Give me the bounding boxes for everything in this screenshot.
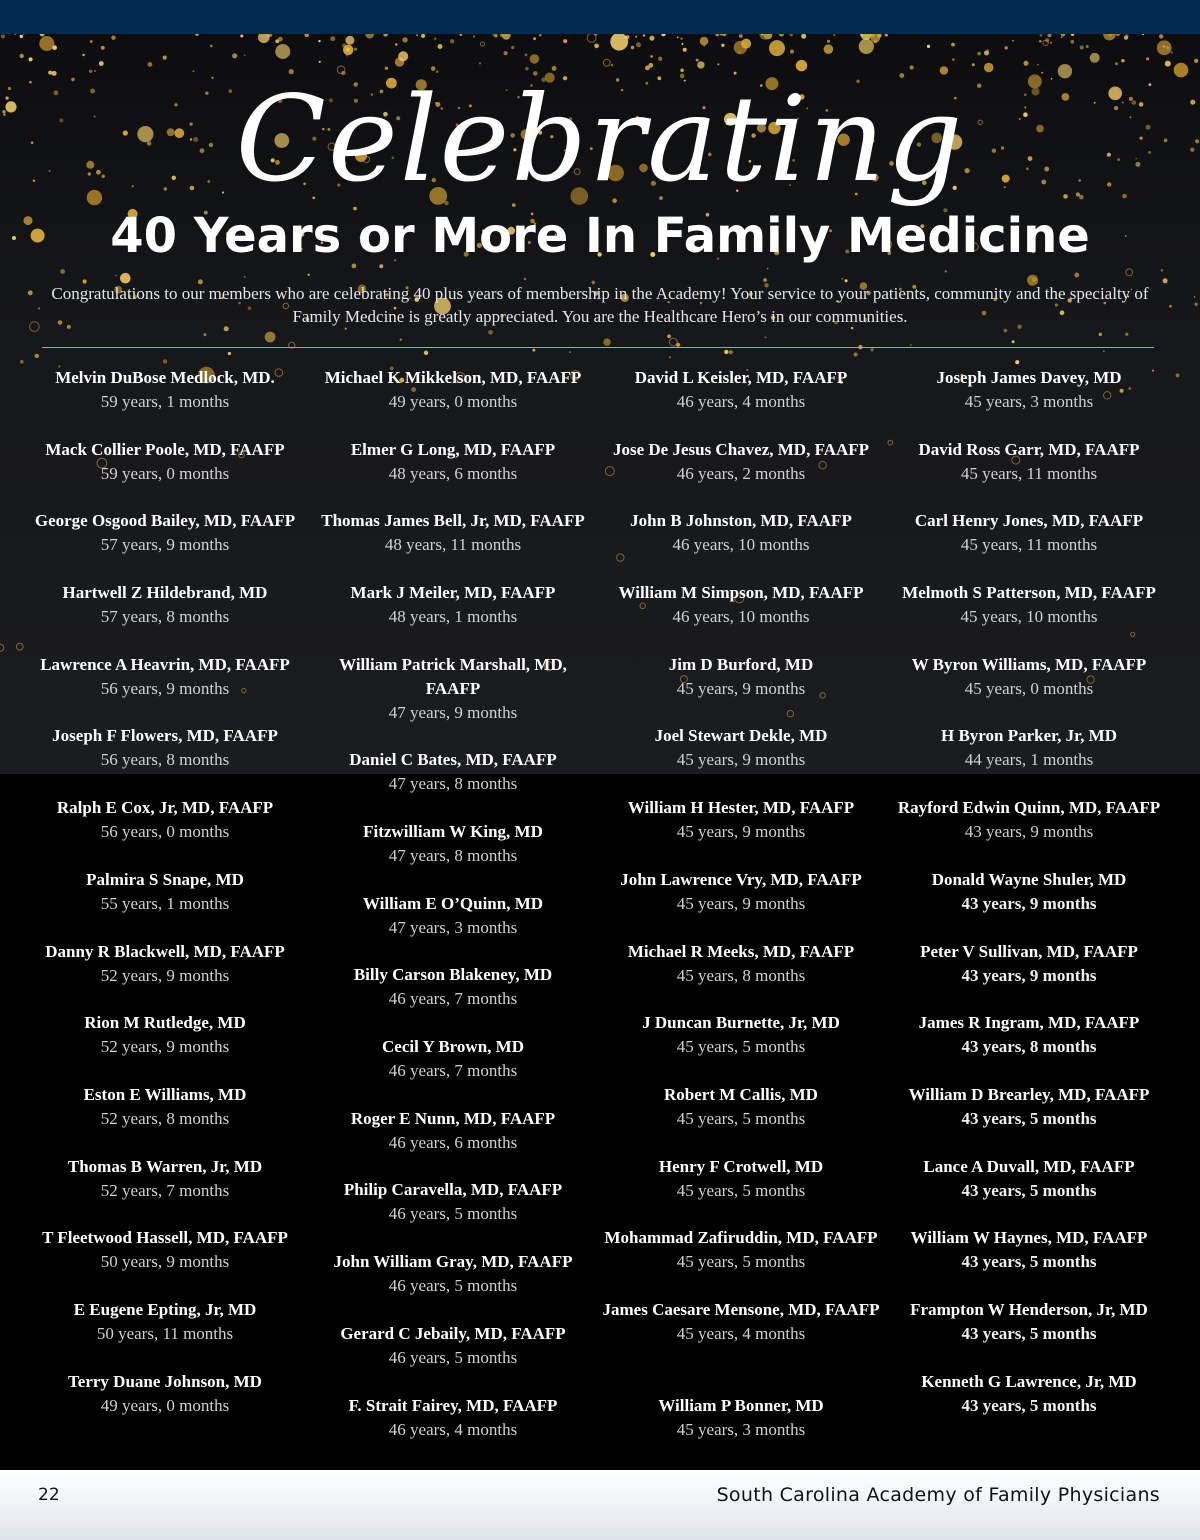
page-number: 22 (38, 1485, 60, 1505)
honoree-entry (313, 963, 593, 1035)
membership-years: 46 years, 7 months (388, 989, 518, 1009)
honoree-entry (313, 366, 593, 438)
honoree-name: Melmoth S Patterson, MD, FAAFP (902, 583, 1156, 603)
membership-years: 45 years, 5 months (676, 1180, 806, 1200)
honoree-column-3 (601, 366, 881, 1465)
honoree-entry (313, 1394, 593, 1466)
honoree-name: Roger E Nunn, MD, FAAFP (350, 1108, 556, 1128)
honoree-column-1 (25, 366, 305, 1441)
honoree-entry (889, 509, 1169, 581)
honoree-entry (313, 1107, 593, 1179)
honoree-entry (889, 1370, 1169, 1442)
honoree-entry (889, 940, 1169, 1012)
honoree-name: Hartwell Z Hildebrand, MD (62, 583, 268, 603)
membership-years: 59 years, 0 months (100, 463, 230, 483)
membership-years: 52 years, 7 months (100, 1180, 230, 1200)
honoree-name: Lawrence A Heavrin, MD, FAAFP (40, 654, 290, 674)
honoree-name: T Fleetwood Hassell, MD, FAAFP (42, 1228, 288, 1248)
honoree-entry (889, 581, 1169, 653)
honoree-entry (601, 1083, 881, 1155)
honoree-name: Mark J Meiler, MD, FAAFP (350, 583, 556, 603)
honoree-entry (889, 724, 1169, 796)
honoree-entry (313, 653, 593, 749)
honoree-entry (25, 509, 305, 581)
honoree-entry (889, 653, 1169, 725)
honoree-name: Henry F Crotwell, MD (658, 1156, 824, 1176)
membership-years: 48 years, 1 months (388, 607, 518, 627)
honoree-entry (313, 581, 593, 653)
membership-years: 56 years, 0 months (100, 822, 230, 842)
honoree-name: Mohammad Zafiruddin, MD, FAAFP (604, 1228, 878, 1248)
honoree-entry (601, 1226, 881, 1298)
membership-years: 50 years, 11 months (96, 1323, 234, 1343)
honoree-entry (601, 940, 881, 1012)
membership-years: 50 years, 9 months (100, 1252, 230, 1272)
honoree-name: Michael R Meeks, MD, FAAFP (627, 941, 855, 961)
membership-years: 43 years, 5 months (961, 1395, 1097, 1415)
honoree-entry (25, 1370, 305, 1442)
membership-years: 43 years, 5 months (961, 1252, 1097, 1272)
honoree-name: Thomas James Bell, Jr, MD, FAAFP (321, 511, 585, 531)
membership-years: 45 years, 9 months (676, 678, 806, 698)
membership-years: 56 years, 9 months (100, 678, 230, 698)
honoree-entry (889, 1226, 1169, 1298)
page-title: 40 Years or More In Family Medicine (110, 208, 1090, 264)
honoree-entry (601, 1394, 881, 1466)
honoree-entry (25, 1226, 305, 1298)
honoree-name: H Byron Parker, Jr, MD (941, 726, 1117, 746)
honoree-name: Joseph F Flowers, MD, FAAFP (52, 726, 278, 746)
membership-years: 59 years, 1 months (100, 392, 230, 411)
honoree-name: Mack Collier Poole, MD, FAAFP (45, 439, 285, 459)
membership-years: 44 years, 1 months (964, 750, 1094, 770)
membership-years: 45 years, 5 months (676, 1108, 806, 1128)
membership-years: 52 years, 8 months (100, 1108, 230, 1128)
membership-years: 45 years, 9 months (676, 893, 806, 913)
membership-years: 45 years, 0 months (964, 678, 1094, 698)
honoree-entry (25, 366, 305, 438)
honoree-entry (889, 438, 1169, 510)
honoree-entry (25, 796, 305, 868)
honoree-name: Gerard C Jebaily, MD, FAAFP (340, 1323, 566, 1343)
honoree-name: Rion M Rutledge, MD (84, 1013, 246, 1033)
honoree-entry (601, 653, 881, 725)
honoree-entry (601, 581, 881, 653)
honoree-name: Terry Duane Johnson, MD (68, 1371, 262, 1391)
honoree-name: Jose De Jesus Chavez, MD, FAAFP (612, 439, 870, 459)
honoree-entry (313, 509, 593, 581)
honoree-name: William D Brearley, MD, FAAFP (908, 1084, 1150, 1104)
membership-years: 46 years, 4 months (676, 392, 806, 411)
membership-years: 46 years, 7 months (388, 1061, 518, 1081)
membership-years: 55 years, 1 months (100, 893, 230, 913)
membership-years: 43 years, 5 months (961, 1323, 1097, 1343)
membership-years: 46 years, 4 months (388, 1419, 518, 1439)
honoree-name: Robert M Callis, MD (664, 1084, 818, 1104)
gold-divider (42, 347, 1154, 348)
honoree-name: James R Ingram, MD, FAAFP (918, 1013, 1140, 1033)
membership-years: 45 years, 4 months (676, 1323, 806, 1343)
honoree-entry (25, 438, 305, 510)
honoree-entry (601, 509, 881, 581)
honoree-name: Jim D Burford, MD (668, 654, 814, 674)
honoree-entry (25, 1155, 305, 1227)
honoree-name: Cecil Y Brown, MD (382, 1037, 524, 1057)
honoree-name: John Lawrence Vry, MD, FAAFP (620, 869, 862, 889)
honoree-entry (25, 868, 305, 940)
membership-years: 47 years, 9 months (388, 702, 518, 722)
honoree-name: Frampton W Henderson, Jr, MD (910, 1299, 1148, 1319)
membership-years: 46 years, 5 months (388, 1276, 518, 1296)
honoree-name: Philip Caravella, MD, FAAFP (343, 1180, 563, 1200)
honoree-name: Rayford Edwin Quinn, MD, FAAFP (897, 798, 1161, 818)
honoree-name: Michael K Mikkelson, MD, FAAFP (324, 368, 582, 387)
honoree-entry (889, 1083, 1169, 1155)
honoree-entry (601, 1011, 881, 1083)
honoree-entry (25, 653, 305, 725)
membership-years: 48 years, 11 months (384, 535, 522, 555)
honoree-entry (889, 796, 1169, 868)
honoree-name: Melvin DuBose Medlock, MD. (55, 368, 275, 387)
honoree-entry (601, 724, 881, 796)
honoree-entry (25, 940, 305, 1012)
honoree-entry (313, 892, 593, 964)
honoree-name: F. Strait Fairey, MD, FAAFP (348, 1395, 558, 1415)
honoree-entry (889, 1011, 1169, 1083)
membership-years: 46 years, 6 months (388, 1132, 518, 1152)
membership-years: 45 years, 3 months (676, 1419, 806, 1439)
honoree-column-4 (889, 366, 1169, 1441)
membership-years: 45 years, 11 months (960, 463, 1098, 483)
membership-years: 57 years, 8 months (100, 607, 230, 627)
honoree-name: William E O’Quinn, MD (362, 893, 544, 913)
membership-years: 48 years, 6 months (388, 463, 518, 483)
membership-years: 43 years, 8 months (961, 1037, 1097, 1057)
honoree-entry (313, 438, 593, 510)
honoree-entry (25, 1083, 305, 1155)
honoree-entry (25, 724, 305, 796)
membership-years: 47 years, 8 months (388, 846, 518, 866)
honoree-entry (889, 1155, 1169, 1227)
honoree-name: John B Johnston, MD, FAAFP (630, 511, 852, 531)
membership-years: 45 years, 10 months (960, 607, 1098, 627)
membership-years: 46 years, 5 months (388, 1347, 518, 1367)
honoree-entry (313, 1035, 593, 1107)
honoree-name: John William Gray, MD, FAAFP (333, 1252, 573, 1272)
honoree-name: Joseph James Davey, MD (936, 368, 1122, 387)
honoree-column-2 (313, 366, 593, 1465)
honoree-name: J Duncan Burnette, Jr, MD (642, 1013, 840, 1033)
honoree-name: William P Bonner, MD (658, 1395, 824, 1415)
membership-years: 46 years, 5 months (388, 1204, 518, 1224)
membership-years: 45 years, 11 months (960, 535, 1098, 555)
honoree-name: E Eugene Epting, Jr, MD (73, 1299, 257, 1319)
honoree-entry (889, 1298, 1169, 1370)
honoree-name: George Osgood Bailey, MD, FAAFP (34, 511, 296, 531)
honoree-entry (25, 1298, 305, 1370)
honoree-name: Elmer G Long, MD, FAAFP (350, 439, 556, 459)
honoree-entry (601, 868, 881, 940)
honoree-entry (313, 820, 593, 892)
honoree-name: Daniel C Bates, MD, FAAFP (349, 750, 557, 770)
membership-years: 45 years, 9 months (676, 822, 806, 842)
membership-years: 45 years, 3 months (964, 392, 1094, 411)
honoree-name: James Caesare Mensone, MD, FAAFP (602, 1299, 880, 1319)
membership-years: 45 years, 5 months (676, 1037, 806, 1057)
honoree-name: Donald Wayne Shuler, MD (931, 869, 1127, 889)
membership-years: 45 years, 8 months (676, 965, 806, 985)
organization-name: South Carolina Academy of Family Physicians (716, 1484, 1160, 1506)
honoree-entry (25, 581, 305, 653)
membership-years: 46 years, 10 months (672, 607, 810, 627)
honoree-name: Billy Carson Blakeney, MD (353, 965, 553, 985)
honoree-entry (889, 366, 1169, 438)
honoree-name: William H Hester, MD, FAAFP (627, 798, 855, 818)
membership-years: 47 years, 8 months (388, 774, 518, 794)
honoree-entry (313, 748, 593, 820)
membership-years: 46 years, 10 months (672, 535, 810, 555)
membership-years: 43 years, 9 months (961, 893, 1097, 913)
honoree-name: Ralph E Cox, Jr, MD, FAAFP (56, 798, 274, 818)
honoree-entry (313, 1322, 593, 1394)
honoree-name: Palmira S Snape, MD (86, 869, 244, 889)
honoree-name: Joel Stewart Dekle, MD (654, 726, 828, 746)
membership-years: 45 years, 5 months (676, 1252, 806, 1272)
membership-years: 49 years, 0 months (100, 1395, 230, 1415)
honoree-entry (25, 1011, 305, 1083)
honoree-name: Lance A Duvall, MD, FAAFP (923, 1156, 1135, 1176)
honoree-name: Thomas B Warren, Jr, MD (67, 1156, 263, 1176)
membership-years: 43 years, 9 months (964, 822, 1094, 842)
honoree-entry (889, 868, 1169, 940)
honoree-entry (313, 1178, 593, 1250)
honoree-entry (313, 1250, 593, 1322)
honoree-name: Eston E Williams, MD (83, 1084, 247, 1104)
membership-years: 46 years, 2 months (676, 463, 806, 483)
honoree-name: Kenneth G Lawrence, Jr, MD (921, 1371, 1137, 1391)
honoree-name: William Patrick Marshall, MD, FAAFP (339, 654, 567, 698)
honoree-name: Carl Henry Jones, MD, FAAFP (914, 511, 1144, 531)
honoree-entry (601, 366, 881, 438)
honoree-entry (601, 796, 881, 868)
membership-years: 57 years, 9 months (100, 535, 230, 555)
membership-years: 45 years, 9 months (676, 750, 806, 770)
honoree-entry (601, 1155, 881, 1227)
membership-years: 52 years, 9 months (100, 965, 230, 985)
honoree-name: Danny R Blackwell, MD, FAAFP (45, 941, 285, 961)
honoree-name: W Byron Williams, MD, FAAFP (911, 654, 1147, 674)
honoree-name: William W Haynes, MD, FAAFP (910, 1228, 1148, 1248)
honoree-name: David Ross Garr, MD, FAAFP (918, 439, 1140, 459)
membership-years: 52 years, 9 months (100, 1037, 230, 1057)
honoree-name: Peter V Sullivan, MD, FAAFP (920, 941, 1138, 961)
membership-years: 47 years, 3 months (388, 917, 518, 937)
script-title: Celebrating (235, 70, 965, 208)
honoree-entry (601, 1298, 881, 1394)
membership-years: 43 years, 9 months (961, 965, 1097, 985)
intro-text: Congratulations to our members who are celebrating 40 plus years of membership in the Academy! Your service to your patients, community and the specialty of Family Medcine is greatly appreciated. You are the Healthcare Hero’s in our communities. (51, 284, 1149, 326)
top-color-bar (0, 0, 1200, 34)
membership-years: 56 years, 8 months (100, 750, 230, 770)
honoree-name: Fitzwilliam W King, MD (363, 822, 543, 842)
honoree-entry (601, 438, 881, 510)
membership-years: 43 years, 5 months (961, 1108, 1097, 1128)
honoree-name: William M Simpson, MD, FAAFP (618, 583, 864, 603)
honoree-name: David L Keisler, MD, FAAFP (634, 368, 848, 387)
membership-years: 43 years, 5 months (961, 1180, 1097, 1200)
membership-years: 49 years, 0 months (388, 392, 518, 411)
